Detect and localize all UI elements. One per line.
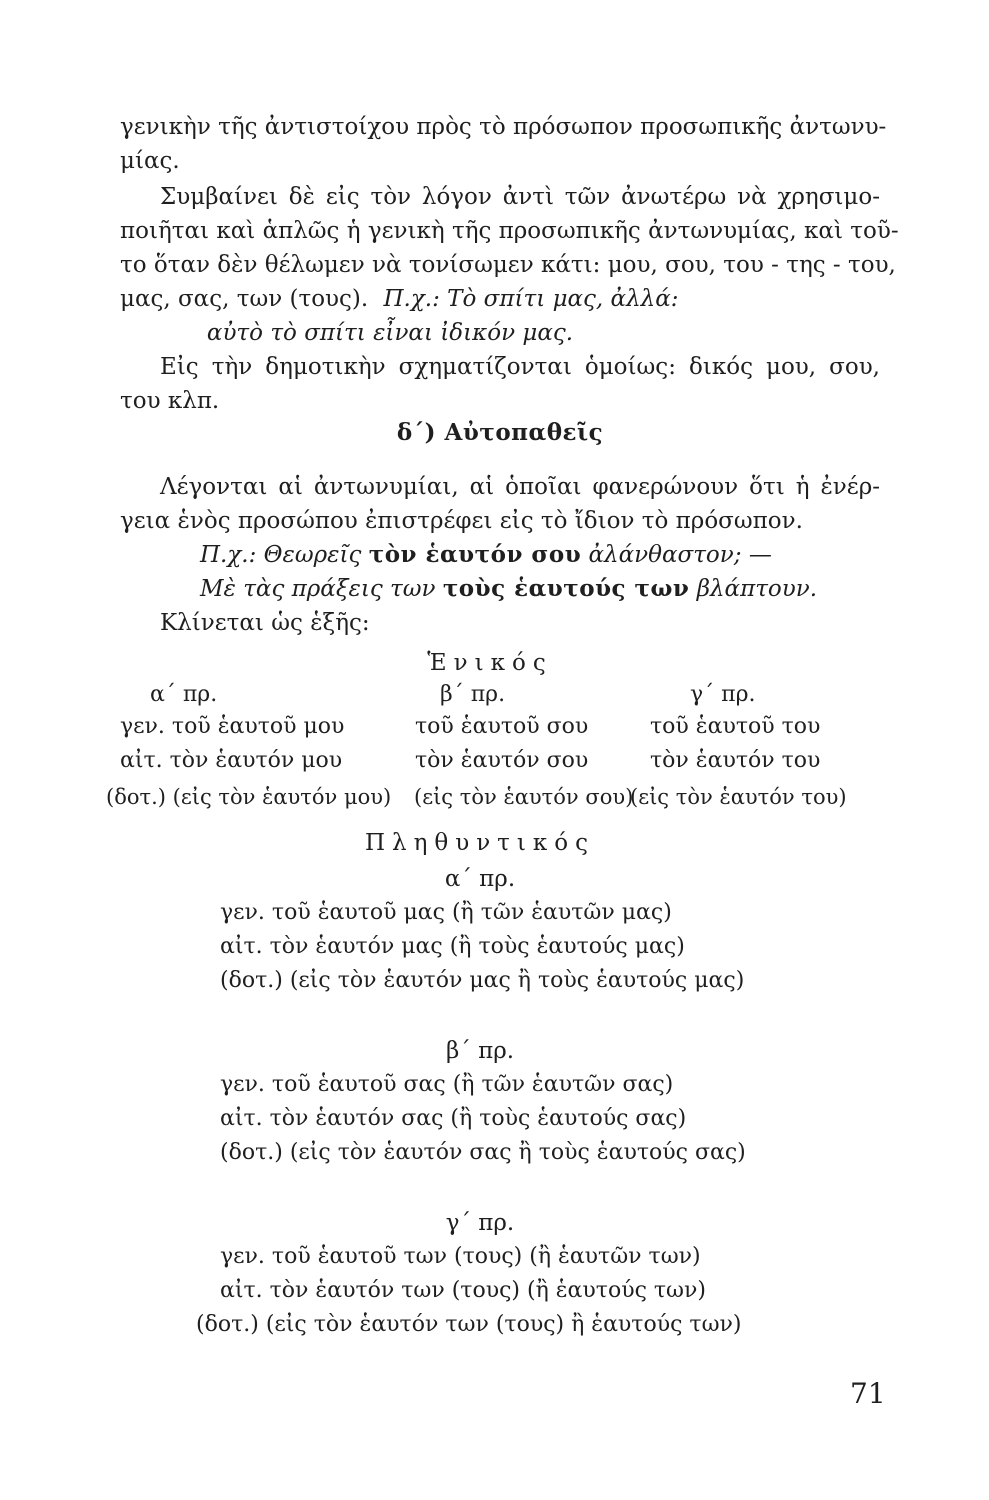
text-line: ποιῆται καὶ ἁπλῶς ἡ γενικὴ τῆς προσωπικῆς ἀντωνυμίας, καὶ τοῦ- bbox=[120, 218, 899, 244]
example-prefix: Π.χ.: Θεωρεῖς bbox=[200, 542, 362, 568]
example-line: αὐτὸ τὸ σπίτι εἶναι ἰδικόν μας. bbox=[206, 320, 574, 346]
example-emphasis: τὸν ἑαυτόν σου bbox=[368, 541, 582, 568]
table-cell: τὸν ἑαυτόν σου bbox=[415, 748, 589, 773]
pronoun-list: μας, σας, των (τους). bbox=[120, 286, 369, 312]
text-line: Κλίνεται ὡς ἑξῆς: bbox=[160, 610, 370, 636]
page-number: 71 bbox=[850, 1377, 886, 1410]
table-cell: (εἰς τὸν ἑαυτόν σου) bbox=[414, 785, 634, 809]
plural-row: (δοτ.) (εἰς τὸν ἑαυτόν σας ἢ τοὺς ἑαυτούς σας) bbox=[220, 1140, 746, 1165]
person-header: α΄ πρ. bbox=[444, 866, 516, 892]
section-heading: δ΄) Αὐτοπαθεῖς bbox=[396, 419, 604, 446]
text-line: Λέγονται αἱ ἀντωνυμίαι, αἱ ὁποῖαι φανερώνουν ὅτι ἡ ἐνέρ- bbox=[160, 474, 880, 500]
plural-row: αἰτ. τὸν ἑαυτόν σας (ἢ τοὺς ἑαυτούς σας) bbox=[220, 1106, 687, 1131]
table-cell: (δοτ.) (εἰς τὸν ἑαυτόν μου) bbox=[106, 785, 392, 809]
col-header: γ΄ πρ. bbox=[690, 682, 756, 707]
text-line: μίας. bbox=[120, 148, 180, 174]
example-text: Π.χ.: Τὸ σπίτι μας, ἀλλά: bbox=[383, 286, 679, 312]
text-line bbox=[120, 284, 880, 314]
person-header: γ΄ πρ. bbox=[445, 1210, 515, 1236]
table-cell: τοῦ ἑαυτοῦ σου bbox=[415, 714, 589, 739]
col-header: α΄ πρ. bbox=[150, 682, 218, 707]
col-header: β΄ πρ. bbox=[440, 682, 506, 707]
singular-title: Ἑνικός bbox=[427, 650, 553, 676]
example-prefix: Μὲ τὰς πράξεις των bbox=[200, 576, 436, 602]
plural-row: γεν. τοῦ ἑαυτοῦ των (τους) (ἢ ἑαυτῶν των) bbox=[220, 1244, 701, 1269]
table-cell: γεν. τοῦ ἑαυτοῦ μου bbox=[120, 714, 345, 739]
plural-row: (δοτ.) (εἰς τὸν ἑαυτόν μας ἢ τοὺς ἑαυτούς μας) bbox=[220, 968, 745, 993]
plural-row: γεν. τοῦ ἑαυτοῦ μας (ἢ τῶν ἑαυτῶν μας) bbox=[220, 900, 672, 925]
example-line bbox=[200, 574, 880, 604]
plural-row: αἰτ. τὸν ἑαυτόν των (τους) (ἢ ἑαυτούς των) bbox=[220, 1278, 706, 1303]
table-cell: τοῦ ἑαυτοῦ του bbox=[650, 714, 821, 739]
example-suffix: ἀλάνθαστον; — bbox=[588, 542, 772, 568]
text-line: του κλπ. bbox=[120, 388, 220, 414]
plural-row: αἰτ. τὸν ἑαυτόν μας (ἢ τοὺς ἑαυτούς μας) bbox=[220, 934, 685, 959]
example-emphasis: τοὺς ἑαυτούς των bbox=[442, 575, 690, 602]
table-cell: (εἰς τὸν ἑαυτόν του) bbox=[630, 785, 847, 809]
example-suffix: βλάπτουν. bbox=[696, 576, 818, 602]
table-cell: αἰτ. τὸν ἑαυτόν μου bbox=[120, 748, 343, 773]
text-line: γενικὴν τῆς ἀντιστοίχου πρὸς τὸ πρόσωπον προσωπικῆς ἀντωνυ- bbox=[120, 114, 887, 140]
table-cell: τὸν ἑαυτόν του bbox=[650, 748, 821, 773]
example-line bbox=[200, 540, 880, 570]
text-line: Συμβαίνει δὲ εἰς τὸν λόγον ἀντὶ τῶν ἀνωτέρω νὰ χρησιμο- bbox=[160, 184, 880, 210]
text-line: το ὅταν δὲν θέλωμεν νὰ τονίσωμεν κάτι: μου, σου, του - της - του, bbox=[120, 252, 896, 278]
plural-title: Πληθυντικός bbox=[364, 830, 596, 856]
plural-row: (δοτ.) (εἰς τὸν ἑαυτόν των (τους) ἢ ἑαυτούς των) bbox=[196, 1312, 742, 1337]
plural-row: γεν. τοῦ ἑαυτοῦ σας (ἢ τῶν ἑαυτῶν σας) bbox=[220, 1072, 674, 1097]
text-line: Εἰς τὴν δημοτικὴν σχηματίζονται ὁμοίως: δικός μου, σου, bbox=[160, 354, 880, 380]
text-line: γεια ἑνὸς προσώπου ἐπιστρέφει εἰς τὸ ἴδιον τὸ πρόσωπον. bbox=[120, 508, 803, 534]
person-header: β΄ πρ. bbox=[445, 1038, 515, 1064]
